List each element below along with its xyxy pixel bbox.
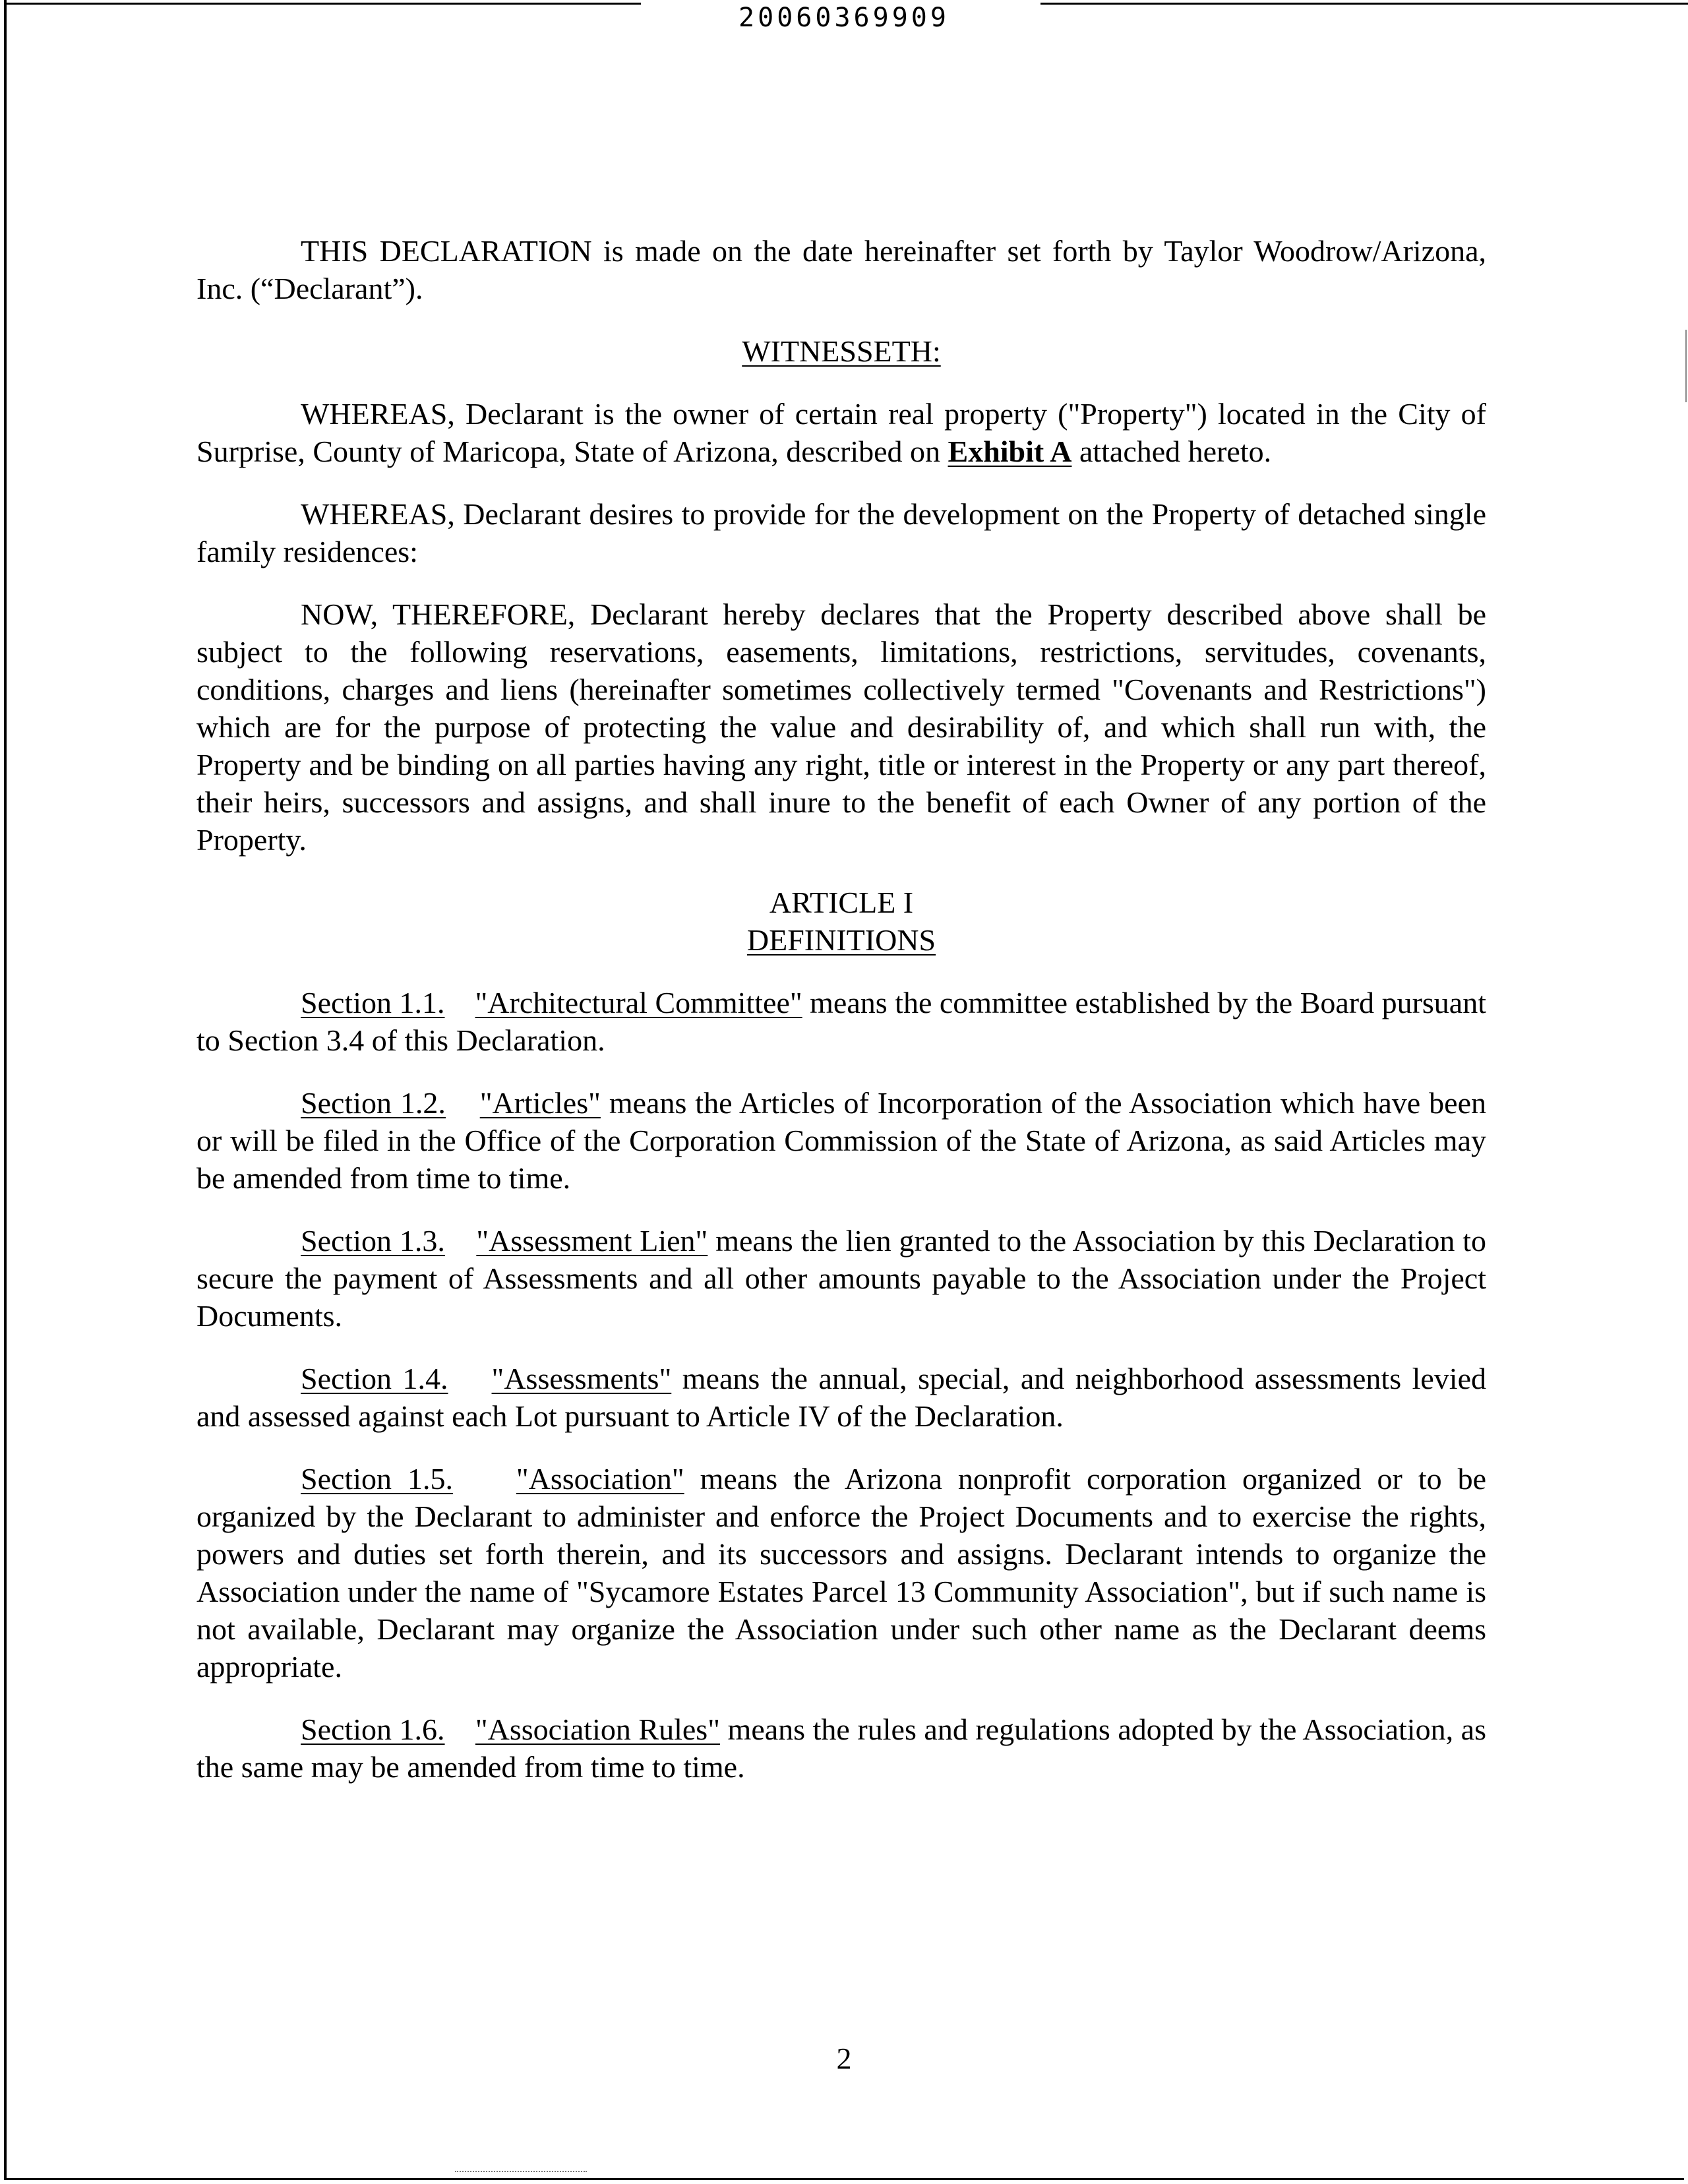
section-term: "Association" bbox=[516, 1462, 684, 1496]
article-number: ARTICLE I bbox=[769, 886, 914, 919]
scan-artifact bbox=[455, 2171, 587, 2173]
section-text: means the lien granted to the Association by this Declaration to secure the payment of Assessments and all other amounts payable to the Association under the Project Documents. bbox=[196, 1224, 1486, 1333]
section-1-4 bbox=[196, 1360, 1486, 1435]
whereas-paragraph-1 bbox=[196, 395, 1486, 470]
section-1-5 bbox=[196, 1460, 1486, 1685]
intro-paragraph: THIS DECLARATION is made on the date hereinafter set forth by Taylor Woodrow/Arizona, Inc. (“Declarant”). bbox=[196, 234, 1486, 305]
article-heading bbox=[196, 921, 1486, 959]
now-therefore-paragraph: NOW, THEREFORE, Declarant hereby declares that the Property described above shall be subject to the following reservations, easements, limitations, restrictions, servitudes, covenants, conditions, charges and liens (hereinafter sometimes collectively termed "Covenants and Restrictions") which are for the purpose of protecting the value and desirability of, and which shall run with, the Property and be binding on all parties having any right, title or interest in the Property or any part thereof, their heirs, successors and assigns, and shall inure to the benefit of each Owner of any portion of the Property. bbox=[196, 597, 1486, 857]
section-term: "Assessment Lien" bbox=[476, 1224, 708, 1258]
section-term: "Articles" bbox=[479, 1086, 601, 1120]
section-text: means the rules and regulations adopted by the Association, as the same may be amended from time to time. bbox=[196, 1713, 1486, 1784]
section-term: "Architectural Committee" bbox=[475, 986, 802, 1019]
whereas-paragraph-2: WHEREAS, Declarant desires to provide for the development on the Property of detached single family residences: bbox=[196, 497, 1486, 568]
section-term: "Assessments" bbox=[491, 1362, 672, 1395]
section-text: means the annual, special, and neighborhood assessments levied and assessed against each Lot pursuant to Article IV of the Declaration. bbox=[196, 1362, 1487, 1433]
section-1-2 bbox=[196, 1084, 1486, 1197]
page-border-left bbox=[4, 0, 7, 2180]
section-1-1 bbox=[196, 984, 1486, 1059]
section-label: Section 1.6. bbox=[301, 1713, 445, 1746]
section-text: means the Articles of Incorporation of the Association which have been or will be filed in the Office of the Corporation Commission of the State of Arizona, as said Articles may be amended from time to time. bbox=[196, 1086, 1487, 1195]
witnesseth-title: WITNESSETH: bbox=[742, 334, 941, 368]
whereas-1-tail: attached hereto. bbox=[1071, 435, 1272, 468]
section-label: Section 1.4. bbox=[301, 1362, 448, 1395]
article-title: DEFINITIONS bbox=[746, 923, 936, 957]
page-border-bottom bbox=[4, 2178, 1684, 2180]
document-number: 20060369909 bbox=[738, 3, 950, 33]
whereas-1-text: WHEREAS, Declarant is the owner of certain real property ("Property") located in the City of Surprise, County of Maricopa, State of Arizona, described on bbox=[196, 397, 1486, 468]
section-text: means the Arizona nonprofit corporation organized or to be organized by the Declarant to administer and enforce the Project Documents and to exercise the rights, powers and duties set forth therein, and its successors and assigns. Declarant intends to organize the Association under the name of "Sycamore Estates Parcel 13 Community Association", but if such name is not available, Declarant may organize the Association under such other name as the Declarant deems appropriate. bbox=[196, 1462, 1486, 1684]
section-label: Section 1.3. bbox=[301, 1224, 445, 1258]
section-1-3 bbox=[196, 1222, 1486, 1335]
section-label: Section 1.1. bbox=[301, 986, 445, 1019]
section-text: means the committee established by the Board pursuant to Section 3.4 of this Declaration. bbox=[196, 986, 1486, 1057]
section-1-6 bbox=[196, 1711, 1486, 1786]
witnesseth-heading bbox=[196, 332, 1486, 370]
exhibit-a-reference: Exhibit A bbox=[948, 435, 1072, 468]
section-label: Section 1.2. bbox=[301, 1086, 446, 1120]
document-body bbox=[196, 232, 1486, 1786]
scan-edge-mark bbox=[1685, 330, 1687, 402]
page-number: 2 bbox=[836, 2042, 852, 2075]
section-term: "Association Rules" bbox=[475, 1713, 720, 1746]
section-label: Section 1.5. bbox=[301, 1462, 453, 1496]
